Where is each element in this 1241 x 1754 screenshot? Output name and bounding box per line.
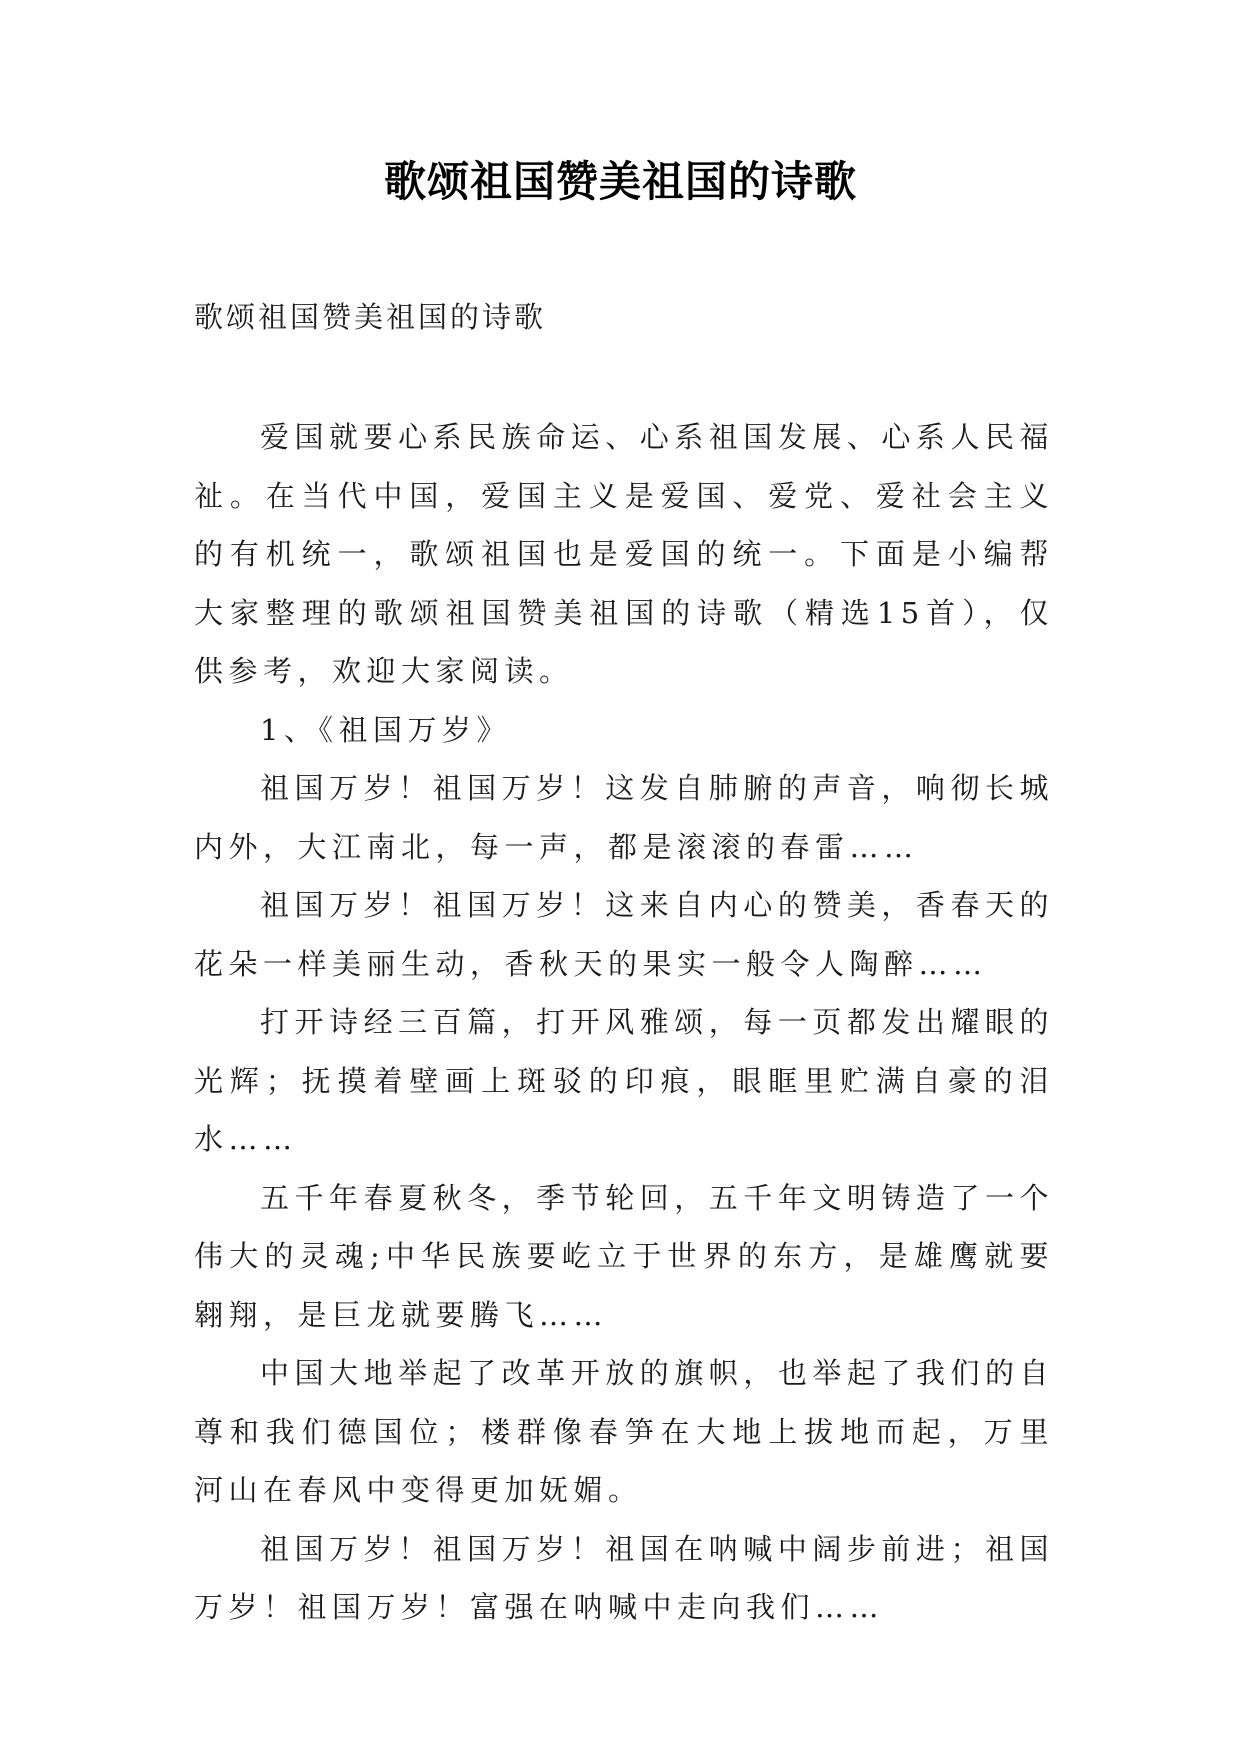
- poem-paragraph: 祖国万岁！祖国万岁！祖国在呐喊中阔步前进；祖国万岁！祖国万岁！富强在呐喊中走向我们……: [194, 1531, 1054, 1624]
- document-body: [194, 408, 1054, 1637]
- poem-heading: 1、《祖国万岁》: [260, 712, 511, 747]
- poem-paragraph: 中国大地举起了改革开放的旗帜，也举起了我们的自尊和我们德国位；楼群像春笋在大地上拔地而起，万里河山在春风中变得更加妩媚。: [194, 1356, 1054, 1507]
- poem-paragraph: 五千年春夏秋冬，季节轮回，五千年文明铸造了一个伟大的灵魂;中华民族要屹立于世界的东方，是雄鹰就要翱翔，是巨龙就要腾飞……: [194, 1180, 1054, 1332]
- poem-paragraph: 祖国万岁！祖国万岁！这发自肺腑的声音，响彻长城内外，大江南北，每一声，都是滚滚的春雷……: [194, 771, 1054, 864]
- document-title: 歌颂祖国赞美祖国的诗歌: [383, 157, 857, 206]
- poem-paragraph: 打开诗经三百篇，打开风雅颂，每一页都发出耀眼的光辉；抚摸着壁画上斑驳的印痕，眼眶里贮满自豪的泪水……: [194, 1005, 1054, 1156]
- poem-paragraph: 祖国万岁！祖国万岁！这来自内心的赞美，香春天的花朵一样美丽生动，香秋天的果实一般令人陶醉……: [194, 888, 1054, 981]
- document-subtitle: 歌颂祖国赞美祖国的诗歌: [194, 300, 547, 334]
- paragraph-intro: 爱国就要心系民族命运、心系祖国发展、心系人民福祉。在当代中国，爱国主义是爱国、爱党、爱社会主义的有机统一，歌颂祖国也是爱国的统一。下面是小编帮大家整理的歌颂祖国赞美祖国的诗歌（精选15首），仅供参考，欢迎大家阅读。: [194, 420, 1054, 688]
